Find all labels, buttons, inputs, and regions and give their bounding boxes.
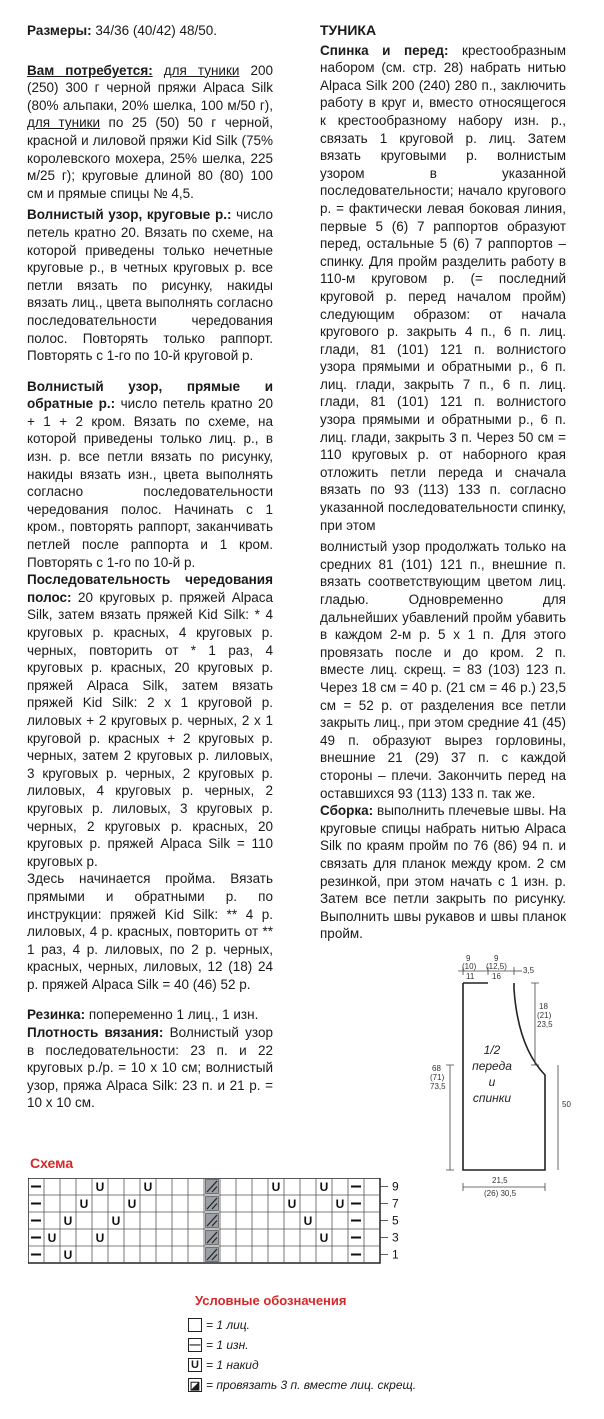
piece-label-line1: 1/2: [483, 1043, 501, 1057]
shoulder-alt2-label: 11: [466, 972, 475, 981]
density-paragraph: [27, 1024, 273, 1112]
armhole-label: 18: [539, 1002, 548, 1011]
yarnover-mark: U: [287, 1197, 297, 1211]
armhole-alt2-label: 23,5: [537, 1020, 553, 1029]
rib-label: Резинка:: [27, 1007, 86, 1023]
wave-round-label: Волнистый узор, круговые р.:: [27, 207, 232, 223]
legend-item-purl: [188, 1335, 448, 1355]
neck-label: 9: [494, 954, 499, 963]
assembly-paragraph: [320, 802, 566, 943]
purl-symbol-icon: —: [189, 1339, 201, 1351]
row-number-label: 1: [392, 1247, 399, 1262]
row-number-label: 3: [392, 1230, 399, 1245]
rib-text: попеременно 1 лиц., 1 изн.: [85, 1007, 259, 1023]
garment-schematic: [430, 955, 580, 1200]
armhole-alt-label: (21): [537, 1011, 552, 1020]
wave-round-paragraph: [27, 206, 273, 364]
wave-flat-label: Волнистый узор, прямые и обратные р.:: [27, 378, 273, 412]
row-number-label: 5: [392, 1213, 399, 1228]
density-text: Волнистый узор в последовательности: 23 п. и 22 круговых р./р. = 10 х 10 см; волнистый узор, пряжа Alpaca Silk: 23 п. и 21 р. = 10 х 10 см.: [27, 1025, 273, 1111]
yarnover-mark: U: [271, 1180, 281, 1194]
continuation-paragraph: волнистый узор продолжать только на средних 81 (101) 121 п., внешние п. вязать соответствующим цветом лиц. гладью. Одновременно для дальнейших убавлений пройм убавить в каждом 2-м р. 5 х 1 п. Для этого провязать после и до кром. 2 п. вместе лиц. скрещ. = 83 (103) 123 п. Через 18 см = 40 р. (21 см = 46 р.) 23,5 см = 52 р. от разделения все петли закрыть лиц., при этом средние 41 (45) 49 п. образуют вырез горловины, внешние 21 (29) 37 п. с каждой стороны – плечи. Закончить перед на оставшихся 93 (113) 133 п. так же.: [320, 539, 566, 801]
armhole-paragraph: Здесь начинается пройма. Вязать прямыми и обратными р. по инструкции: пряжей Kid Silk: ** 4 р. лиловых, 4 р. красных, повторить от ** 1 раз, 4 р. лиловых, по 2 р. черных, красных, черных, лиловых, 12 (18) 24 р. пряжей Alpaca Silk = 40 (46) 52 р.: [27, 871, 273, 992]
yarnover-mark: U: [143, 1180, 153, 1194]
sequence-text: 20 круговых р. пряжей Alpaca Silk, затем вязать пряжей Kid Silk: * 4 круговых р. красных, 4 круговых р. черных, повторить от * 1 раз, 4 круговых р. красных, 20 круговых р. пряжей Alpaca Silk, затем вязать пряжей Kid Silk: 2 х 1 круговой р. лиловых + 2 круговых р. черных, 2 х 1 круговой р. красных + 2 круговых р. черных, затем 2 круговых р. лиловых, 3 круговых р. черных, 2 круговых р. лиловых, 4 круговых р. черных, 2 круговых р. лиловых, 3 круговых р. черных, 2 круговых р. красных, 20 круговых р. пряжей Alpaca Silk = 110 круговых р.: [27, 589, 273, 869]
assembly-text: выполнить плечевые швы. На круговые спицы набрать нитью Alpaca Silk по краям пройм по 76 (86) 94 п. и связать для планок между кром. 2 см резинкой, при этом начать с 1 изн. р. Затем все петли закрыть по рисунку. Выполнить швы рукавов и швы планок пройм.: [320, 803, 566, 942]
rib-paragraph: [27, 1006, 273, 1024]
wave-flat-text: число петель кратно 20 + 1 + 2 кром. Вязать по схеме, на которой приведены только лиц. р., в изн. р. все петли вязать по рисунку, накиды вязать изн., цвета выполнять согласно последовательности чередования полос. Начинать с 1 кром., повторять раппорт, заканчивать петлей после раппорта и 1 кром. Повторять с 1-го по 10-й р.: [27, 396, 273, 570]
legend-text-k3tog: = провязать 3 п. вместе лиц. скрещ.: [206, 1378, 417, 1392]
schematic-piece-label: [464, 1042, 520, 1106]
width-alt-label: (26) 30,5: [484, 1189, 517, 1198]
yarnover-mark: U: [335, 1197, 345, 1211]
materials-label: Вам потребуется:: [27, 62, 153, 78]
sequence-label: Последовательность чередования полос:: [27, 572, 273, 605]
yarnover-mark: U: [127, 1197, 137, 1211]
neck-alt-label: (12,5): [486, 962, 507, 971]
materials-text-1: 200 (250) 300 г черной пряжи Alpaca Silk (80% альпаки, 20% шелка, 100 м/50 г),: [27, 62, 273, 113]
legend-item-knit: [188, 1315, 448, 1335]
neck-alt2-label: 16: [492, 972, 501, 981]
back-front-paragraph: [320, 42, 566, 535]
back-front-label: Спинка и перед:: [320, 42, 449, 58]
legend-text-purl: = 1 изн.: [206, 1338, 249, 1352]
legend-item-yarnover: [188, 1355, 448, 1375]
legend: [188, 1315, 448, 1395]
legend-text-yarnover: = 1 накид: [206, 1358, 259, 1372]
row-number-label: 7: [392, 1196, 399, 1211]
density-label: Плотность вязания:: [27, 1025, 164, 1041]
assembly-label: Сборка:: [320, 803, 374, 819]
right-column: [320, 22, 566, 943]
yarnover-mark: U: [95, 1231, 105, 1245]
yarnover-symbol-icon: U: [188, 1358, 202, 1372]
materials-text-2: по 25 (50) 50 г черной, красной и лиловой пряжи Kid Silk (75% королевского мохера, 25% шелка, 225 м/25 г); круговые длиной 80 (80) 100 см и прямые спицы № 4,5.: [27, 115, 274, 201]
yarnover-mark: U: [303, 1214, 313, 1228]
yarnover-mark: U: [79, 1197, 89, 1211]
chart-title: Схема: [30, 1155, 74, 1171]
yarnover-mark: U: [47, 1231, 57, 1245]
k3tog-symbol-icon: ◪: [189, 1379, 201, 1392]
height-alt-label: (71): [430, 1073, 445, 1082]
materials-tunic-2: для туники: [27, 115, 101, 131]
wave-round-text: число петель кратно 20. Вязать по схеме, на которой приведены только нечетные круговые р., в четных круговых р. все петли вязать по рисунку, накиды вязать лиц., цвета выполнять согласно последовательности чередования полос. Повторять только раппорт. Повторять с 1-го по 10-й круговой р.: [27, 207, 273, 364]
knitting-chart-svg: [28, 1178, 408, 1270]
legend-item-k3tog: [188, 1375, 448, 1395]
height-alt2-label: 73,5: [430, 1082, 446, 1091]
yarnover-mark: U: [95, 1180, 105, 1194]
yarnover-mark: U: [319, 1231, 329, 1245]
back-front-text: крестообразным набором (см. стр. 28) набрать нитью Alpaca Silk 200 (240) 280 п., заключить работу в круг и, вместо относящегося к крестообразному набору изн. р., связать 1 круговой р. лиц. Затем вязать круговыми р. волнистым узором в указанной последовательности; начало кругового р. = фактически левая боковая линия, первые 5 (6) 7 раппортов образуют перед, остальные 5 (6) 7 раппортов – спинку. Для пройм разделить работу в 110-м круговом р. (= последний круговой р. перед началом пройм) следующим образом: от начала кругового р. закрыть 4 п., 6 п. лиц. глади, 81 (101) 121 п. волнистого узора прямыми и обратными р., 6 п. лиц. глади, закрыть 7 п., 6 п. лиц. глади, 81 (101) 121 п. волнистого узора прямыми и обратными р., 6 п. лиц. глади, закрыть 3 п. Через 50 см = 110 круговых р. от наборного края отложить петли переда и сначала вязать по 93 (113) 133 п. согласно указанной последовательности спинку, при этом: [320, 42, 566, 533]
sizes-value: 34/36 (40/42) 48/50.: [91, 23, 217, 38]
piece-label-line2: переда: [472, 1059, 512, 1073]
sequence-paragraph: [27, 571, 273, 870]
legend-title: Условные обозначения: [195, 1293, 347, 1308]
piece-label-line3: и: [488, 1075, 496, 1089]
row-number-label: 9: [392, 1179, 399, 1194]
sizes-paragraph: [27, 22, 273, 40]
yarnover-mark: U: [319, 1180, 329, 1194]
shoulder-label: 9: [466, 954, 471, 963]
shoulder-alt-label: (10): [462, 962, 477, 971]
sizes-label: Размеры:: [27, 23, 92, 38]
yarnover-mark: U: [63, 1214, 73, 1228]
height-label: 68: [432, 1064, 441, 1073]
piece-label-line4: спинки: [472, 1091, 512, 1105]
knit-symbol-icon: [188, 1318, 202, 1332]
materials-tunic-1: для туники: [163, 62, 240, 78]
yarnover-mark: U: [111, 1214, 121, 1228]
yarnover-mark: U: [63, 1248, 73, 1262]
section-title: ТУНИКА: [320, 22, 377, 38]
legend-text-knit: = 1 лиц.: [206, 1318, 250, 1332]
side-label: 50: [562, 1100, 571, 1109]
wave-flat-paragraph: [27, 378, 273, 572]
knitting-chart: [28, 1178, 408, 1270]
materials-paragraph: [27, 62, 273, 203]
left-column: [27, 22, 273, 1112]
neck-depth-label: 3,5: [523, 966, 535, 975]
left-dimension-line: [446, 1065, 454, 1170]
width-label: 21,5: [492, 1176, 508, 1185]
